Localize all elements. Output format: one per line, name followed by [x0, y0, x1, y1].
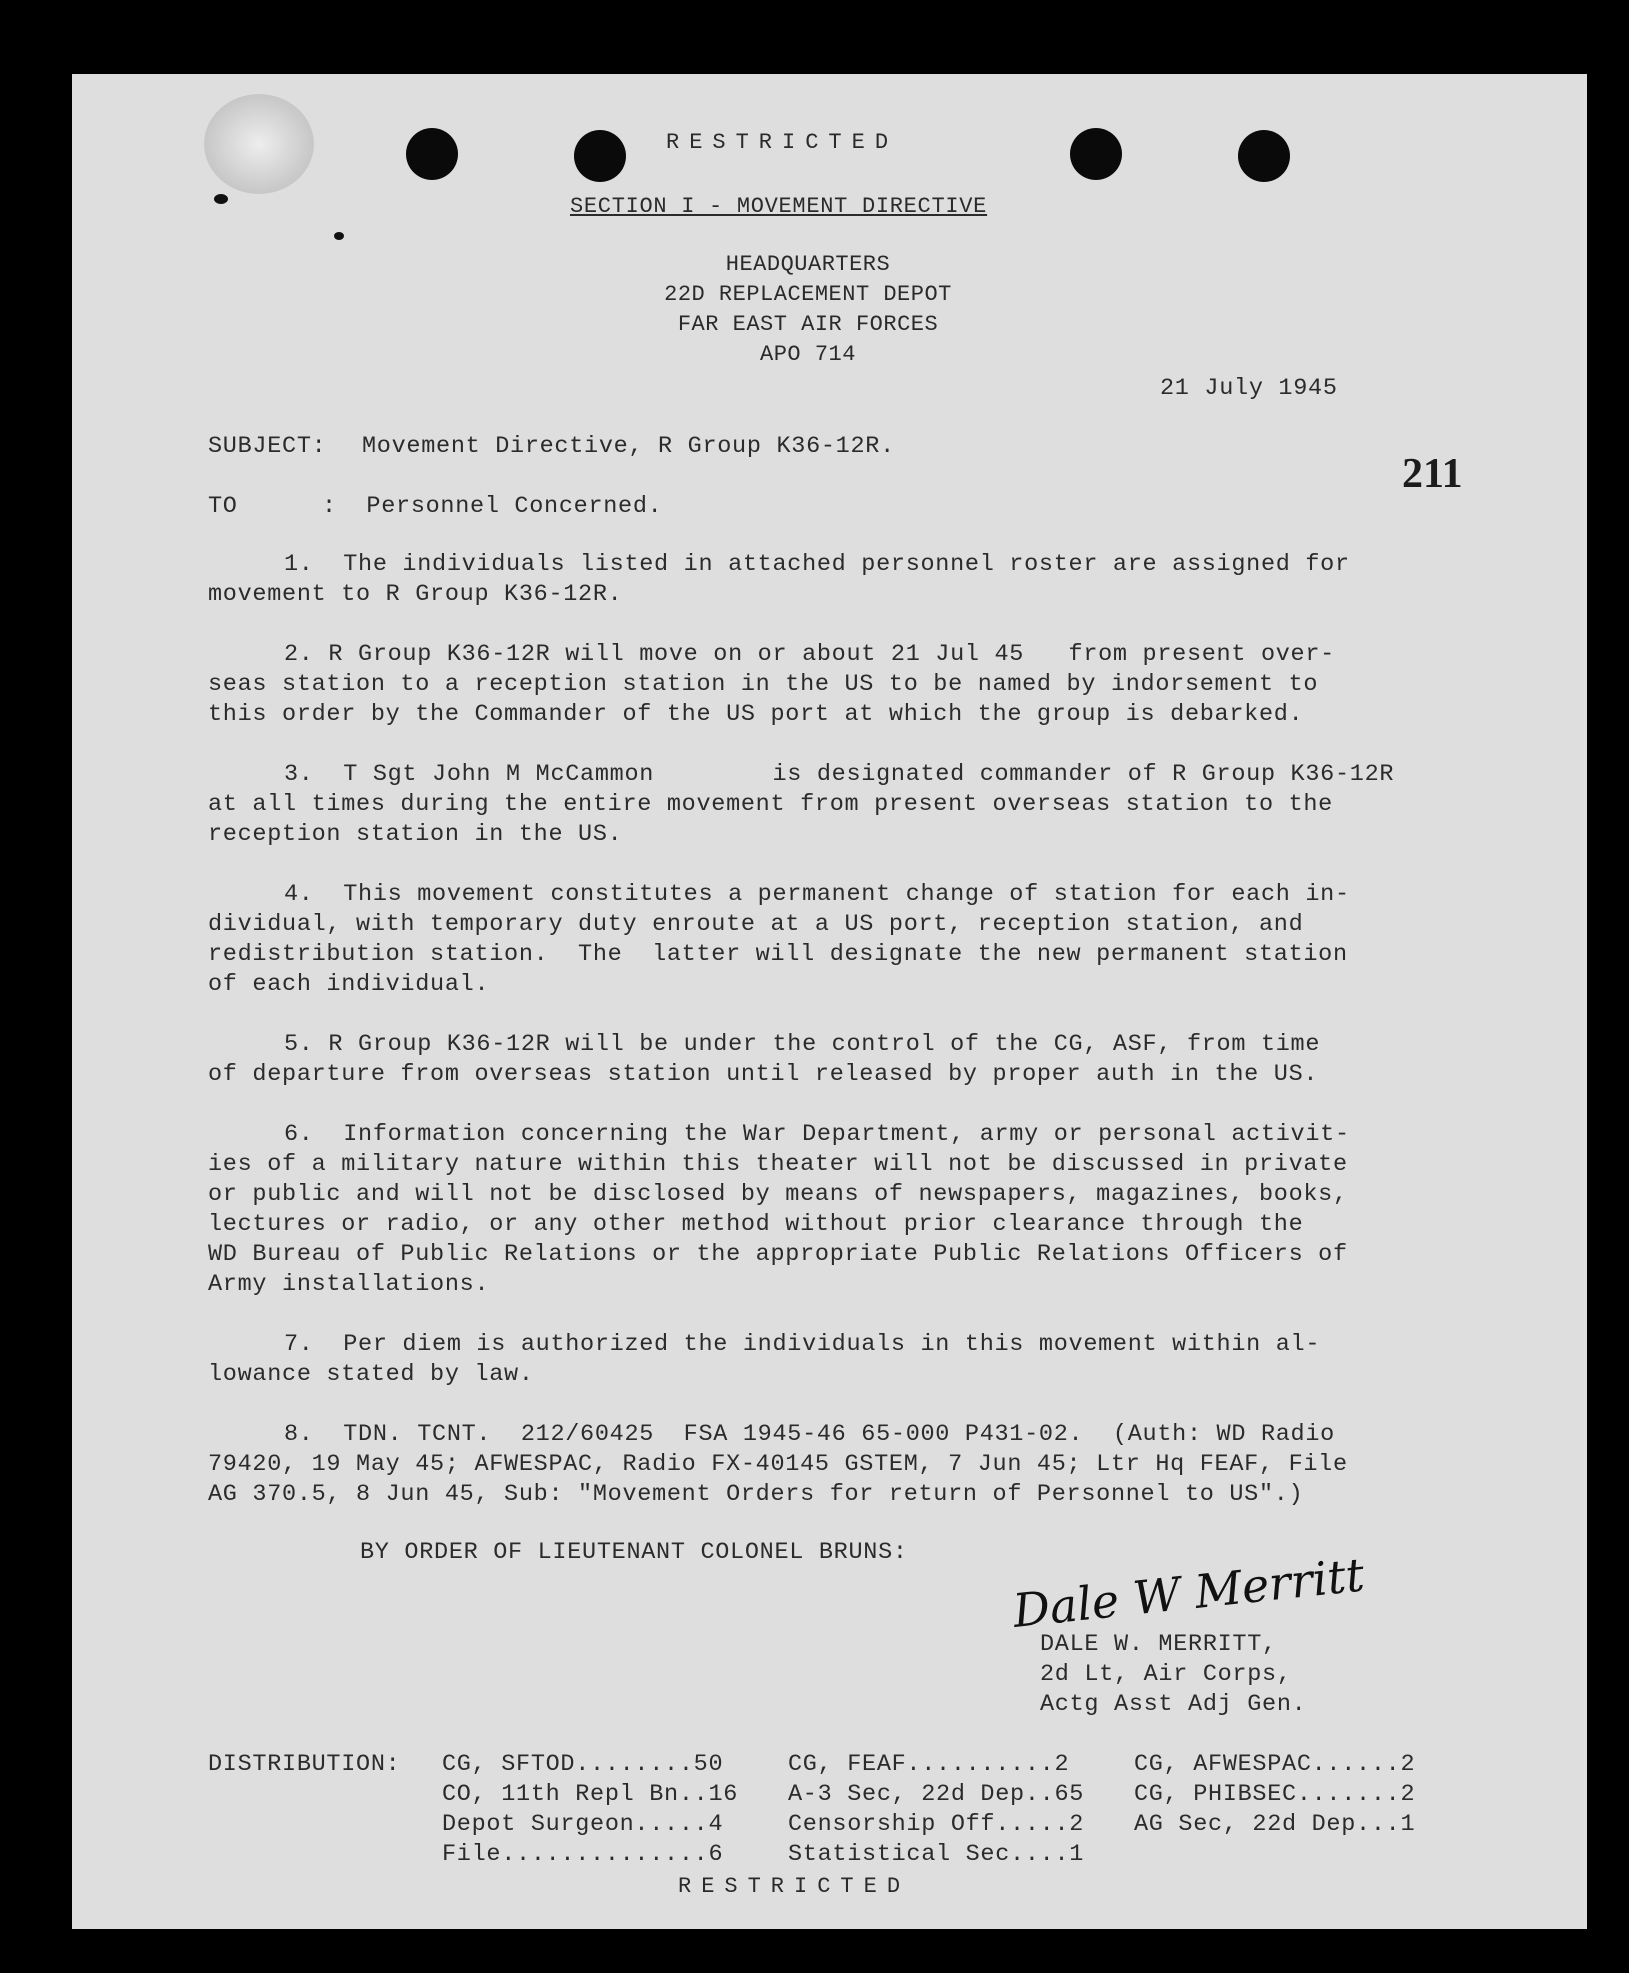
signer-title: Actg Asst Adj Gen. [1040, 1691, 1307, 1718]
distribution-item: CG, FEAF..........2 [788, 1751, 1070, 1778]
distribution-item: A-3 Sec, 22d Dep..65 [788, 1781, 1085, 1808]
classification-bottom: RESTRICTED [678, 1874, 911, 1899]
org-line-2: 22D REPLACEMENT DEPOT [664, 282, 952, 307]
punch-hole [1238, 130, 1290, 182]
para-8-line-1: 8. TDN. TCNT. 212/60425 FSA 1945-46 65-000 P431-02. (Auth: WD Radio [284, 1421, 1335, 1448]
ink-mark [334, 232, 344, 240]
classification-top: RESTRICTED [666, 130, 899, 155]
para-2-line-2: seas station to a reception station in the US to be named by indorsement to [208, 671, 1319, 698]
distribution-item: CG, AFWESPAC......2 [1134, 1751, 1416, 1778]
org-line-3: FAR EAST AIR FORCES [677, 312, 939, 337]
signer-rank: 2d Lt, Air Corps, [1040, 1661, 1292, 1688]
distribution-item: CG, PHIBSEC.......2 [1134, 1781, 1416, 1808]
para-6-line-4: lectures or radio, or any other method without prior clearance through the [208, 1211, 1304, 1238]
para-7-line-2: lowance stated by law. [208, 1361, 534, 1388]
para-6-line-3: or public and will not be disclosed by means of newspapers, magazines, books, [208, 1181, 1348, 1208]
para-4-line-4: of each individual. [208, 971, 490, 998]
ink-mark [214, 194, 228, 204]
paper-smudge [204, 94, 314, 194]
para-2-line-3: this order by the Commander of the US port at which the group is debarked. [208, 701, 1304, 728]
distribution-item: Statistical Sec....1 [788, 1841, 1085, 1868]
para-4-line-1: 4. This movement constitutes a permanent change of station for each in- [284, 881, 1350, 908]
para-3-line-2: at all times during the entire movement from present overseas station to the [208, 791, 1333, 818]
handwritten-signature: Dale W Merritt [1010, 1547, 1367, 1638]
distribution-item: AG Sec, 22d Dep...1 [1134, 1811, 1416, 1838]
punch-hole [406, 128, 458, 180]
para-5-line-1: 5. R Group K36-12R will be under the control of the CG, ASF, from time [284, 1031, 1321, 1058]
org-line-4: APO 714 [760, 342, 856, 367]
para-2-line-1: 2. R Group K36-12R will move on or about 21 Jul 45 from present over- [284, 641, 1335, 668]
subject-text: Movement Directive, R Group K36-12R. [362, 433, 895, 460]
distribution-item: CO, 11th Repl Bn..16 [442, 1781, 739, 1808]
distribution-item: Censorship Off.....2 [788, 1811, 1085, 1838]
para-3-line-3: reception station in the US. [208, 821, 623, 848]
signer-name: DALE W. MERRITT, [1040, 1631, 1277, 1658]
para-4-line-2: dividual, with temporary duty enroute at a US port, reception station, and [208, 911, 1304, 938]
distribution-label: DISTRIBUTION: [208, 1751, 401, 1778]
order-line: BY ORDER OF LIEUTENANT COLONEL BRUNS: [360, 1539, 908, 1566]
para-6-line-5: WD Bureau of Public Relations or the appropriate Public Relations Officers of [208, 1241, 1348, 1268]
org-line-1: HEADQUARTERS [725, 252, 891, 277]
para-8-line-3: AG 370.5, 8 Jun 45, Sub: "Movement Orders for return of Personnel to US".) [208, 1481, 1304, 1508]
subject-label: SUBJECT: [208, 433, 327, 460]
document-page [72, 74, 1587, 1929]
distribution-item: File..............6 [442, 1841, 724, 1868]
to-text: : Personnel Concerned. [322, 493, 663, 520]
para-1-line-1: 1. The individuals listed in attached personnel roster are assigned for [284, 551, 1350, 578]
distribution-item: CG, SFTOD........50 [442, 1751, 724, 1778]
document-date: 21 July 1945 [1160, 375, 1338, 402]
para-1-line-2: movement to R Group K36-12R. [208, 581, 623, 608]
para-3-line-1: 3. T Sgt John M McCammon is designated commander of R Group K36-12R [284, 761, 1395, 788]
stamp-number: 211 [1402, 451, 1463, 497]
para-8-line-2: 79420, 19 May 45; AFWESPAC, Radio FX-40145 GSTEM, 7 Jun 45; Ltr Hq FEAF, File [208, 1451, 1348, 1478]
para-7-line-1: 7. Per diem is authorized the individuals in this movement within al- [284, 1331, 1321, 1358]
para-4-line-3: redistribution station. The latter will designate the new permanent station [208, 941, 1348, 968]
section-title: SECTION I - MOVEMENT DIRECTIVE [570, 194, 988, 219]
punch-hole [1070, 128, 1122, 180]
para-6-line-2: ies of a military nature within this theater will not be discussed in private [208, 1151, 1348, 1178]
para-6-line-6: Army installations. [208, 1271, 490, 1298]
distribution-item: Depot Surgeon.....4 [442, 1811, 724, 1838]
para-5-line-2: of departure from overseas station until released by proper auth in the US. [208, 1061, 1319, 1088]
punch-hole [574, 130, 626, 182]
to-label: TO [208, 493, 238, 520]
para-6-line-1: 6. Information concerning the War Department, army or personal activit- [284, 1121, 1350, 1148]
